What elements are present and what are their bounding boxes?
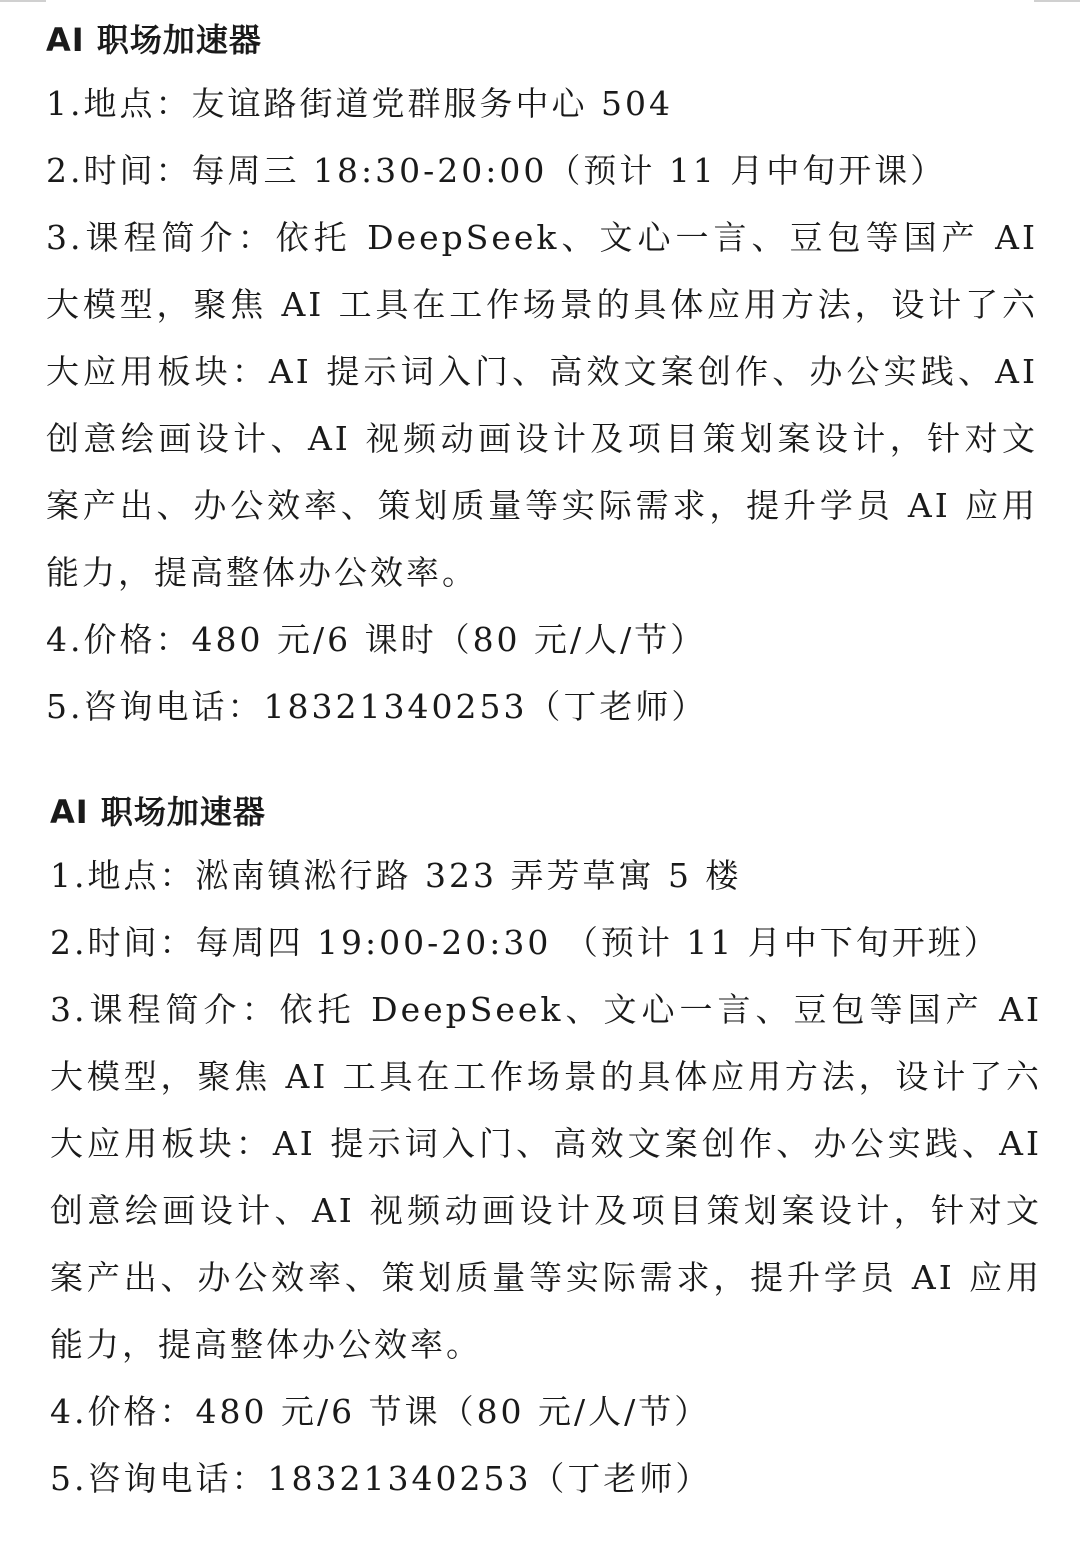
price-line: 4.价格：480 元/6 节课（80 元/人/节） [50,1392,711,1431]
location-line: 1.地点：淞南镇淞行路 323 弄芳草寓 5 楼 [50,856,742,895]
contact-line: 5.咨询电话：18321340253（丁老师） [46,687,708,726]
course-section-2 [50,790,1056,1512]
section-title: AI 职场加速器 [50,793,266,831]
scan-edge-mark [1034,0,1080,2]
description-paragraph: 3.课程简介：依托 DeepSeek、文心一言、豆包等国产 AI 大模型，聚焦 AI 工具在工作场景的具体应用方法，设计了六大应用板块：AI 提示词入门、高效文案创作、办公实践、AI 创意绘画设计、AI 视频动画设计及项目策划案设计，针对文案产出、办公效率、策划质量等实际需求，提升学员 AI 应用能力，提高整体办公效率。 [50,990,1056,1364]
contact-line: 5.咨询电话：18321340253（丁老师） [50,1459,712,1498]
time-line: 2.时间：每周四 19:00-20:30 （预计 11 月中下旬开班） [50,923,1000,962]
section-title: AI 职场加速器 [46,21,262,59]
description-paragraph: 3.课程简介：依托 DeepSeek、文心一言、豆包等国产 AI 大模型，聚焦 AI 工具在工作场景的具体应用方法，设计了六大应用板块：AI 提示词入门、高效文案创作、办公实践、AI 创意绘画设计、AI 视频动画设计及项目策划案设计，针对文案产出、办公效率、策划质量等实际需求，提升学员 AI 应用能力，提高整体办公效率。 [46,218,1052,592]
scan-edge-mark [0,0,46,2]
time-line: 2.时间：每周三 18:30-20:00（预计 11 月中旬开课） [46,151,947,190]
price-line: 4.价格：480 元/6 课时（80 元/人/节） [46,620,707,659]
course-section-1 [46,18,1052,740]
location-line: 1.地点：友谊路街道党群服务中心 504 [46,84,673,123]
